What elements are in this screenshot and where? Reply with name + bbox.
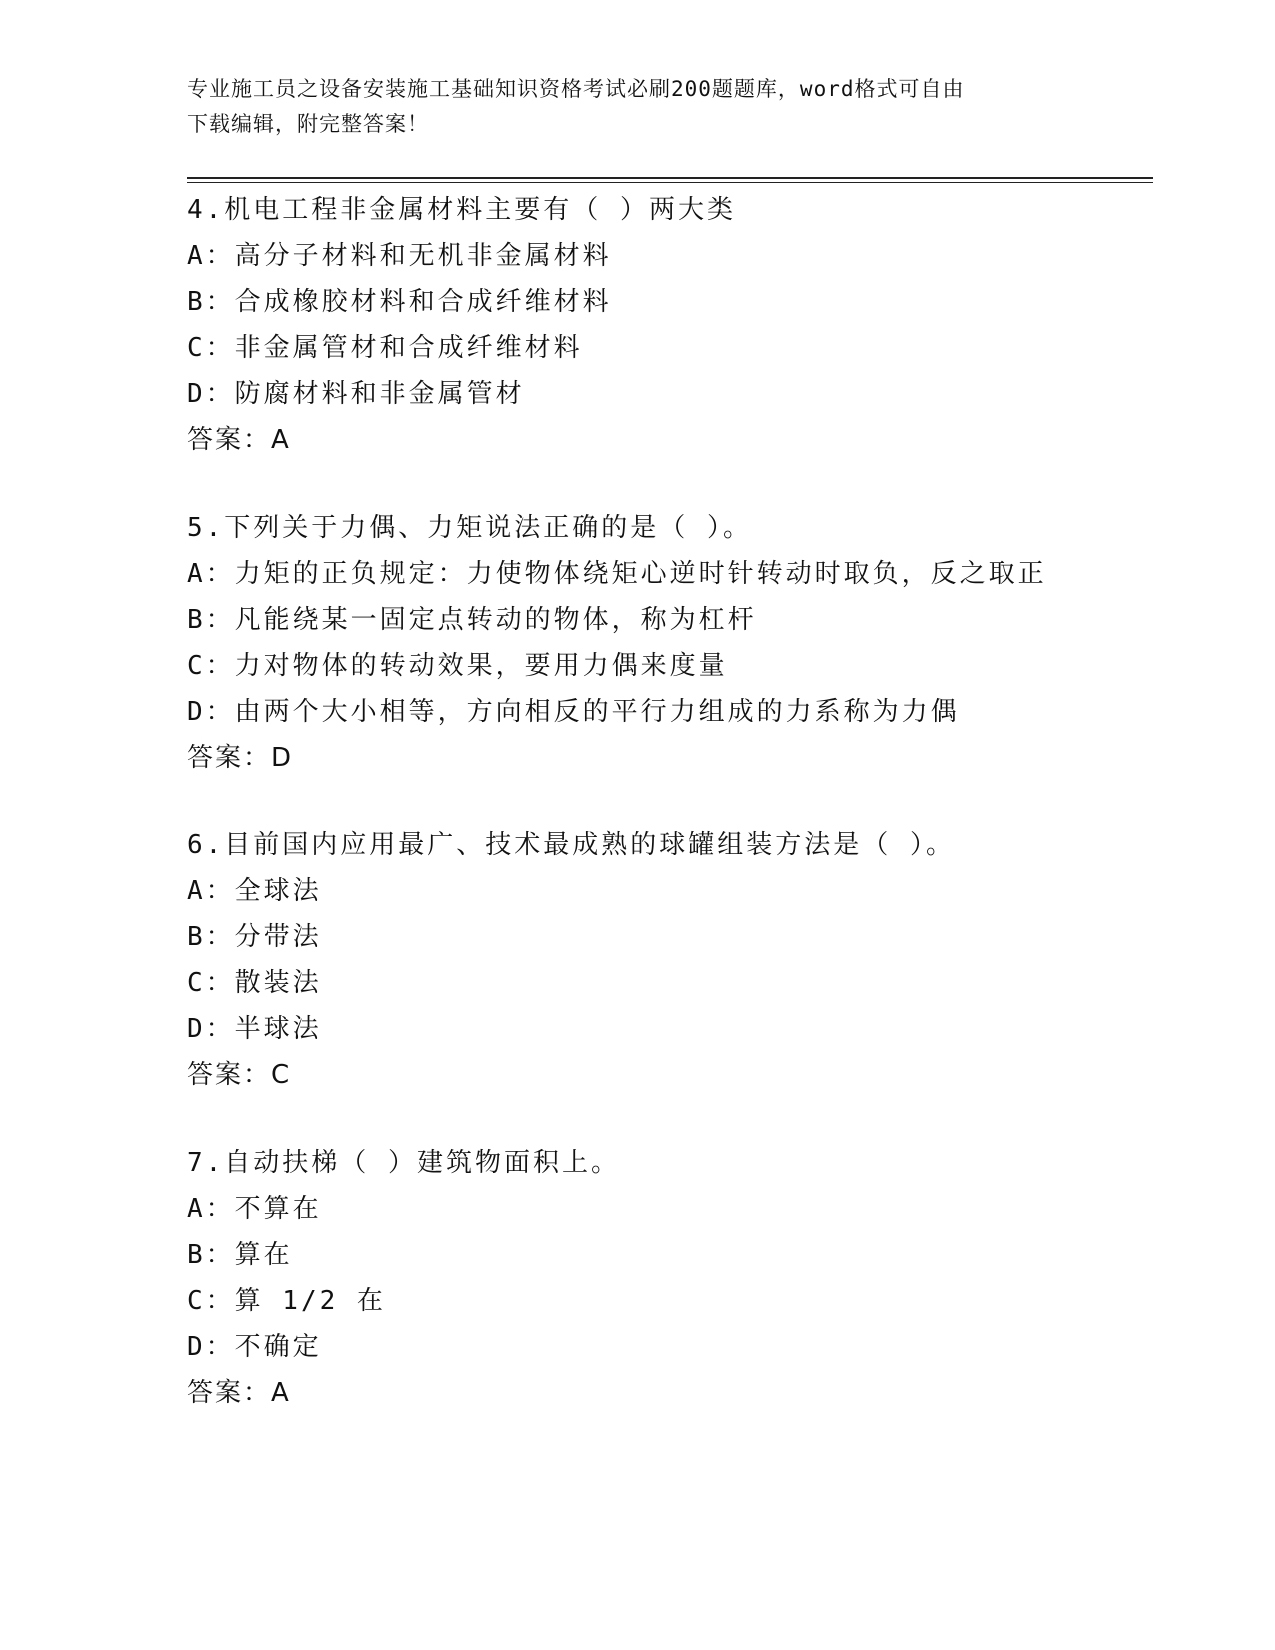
question-title: 7.自动扶梯（ ）建筑物面积上。: [187, 1148, 620, 1178]
answer-line: 答案：A: [187, 1378, 291, 1408]
option-d: D：由两个大小相等，方向相反的平行力组成的力系称为力偶: [187, 697, 960, 727]
option-d: D：防腐材料和非金属管材: [187, 379, 525, 409]
option-d: D：半球法: [187, 1014, 322, 1044]
option-a: A：高分子材料和无机非金属材料: [187, 241, 612, 271]
option-a: A：全球法: [187, 876, 322, 906]
question-title: 6.目前国内应用最广、技术最成熟的球罐组装方法是（ ）。: [187, 830, 955, 860]
option-b: B：分带法: [187, 922, 322, 952]
header-divider-thick: [187, 177, 1153, 179]
question-title: 4.机电工程非金属材料主要有（ ）两大类: [187, 195, 736, 225]
option-b: B：算在: [187, 1240, 293, 1270]
answer-line: 答案：D: [187, 743, 294, 773]
option-a: A：不算在: [187, 1194, 322, 1224]
answer-line: 答案：C: [187, 1060, 292, 1090]
option-b: B：凡能绕某一固定点转动的物体，称为杠杆: [187, 605, 757, 635]
question-block: [187, 1140, 1147, 1416]
question-title: 5.下列关于力偶、力矩说法正确的是（ ）。: [187, 513, 752, 543]
option-a: A：力矩的正负规定：力使物体绕矩心逆时针转动时取负，反之取正: [187, 559, 1047, 589]
option-b: B：合成橡胶材料和合成纤维材料: [187, 287, 612, 317]
document-header: 专业施工员之设备安装施工基础知识资格考试必刷200题题库，word格式可自由 下载编辑，附完整答案！: [187, 77, 965, 136]
question-block: [187, 822, 1147, 1098]
question-block: [187, 187, 1147, 463]
option-d: D：不确定: [187, 1332, 322, 1362]
option-c: C：散装法: [187, 968, 322, 998]
option-c: C：力对物体的转动效果，要用力偶来度量: [187, 651, 728, 681]
question-block: [187, 505, 1147, 781]
option-c: C：算 1/2 在: [187, 1286, 386, 1316]
option-c: C：非金属管材和合成纤维材料: [187, 333, 583, 363]
header-divider-thin: [187, 182, 1153, 183]
answer-line: 答案：A: [187, 425, 291, 455]
